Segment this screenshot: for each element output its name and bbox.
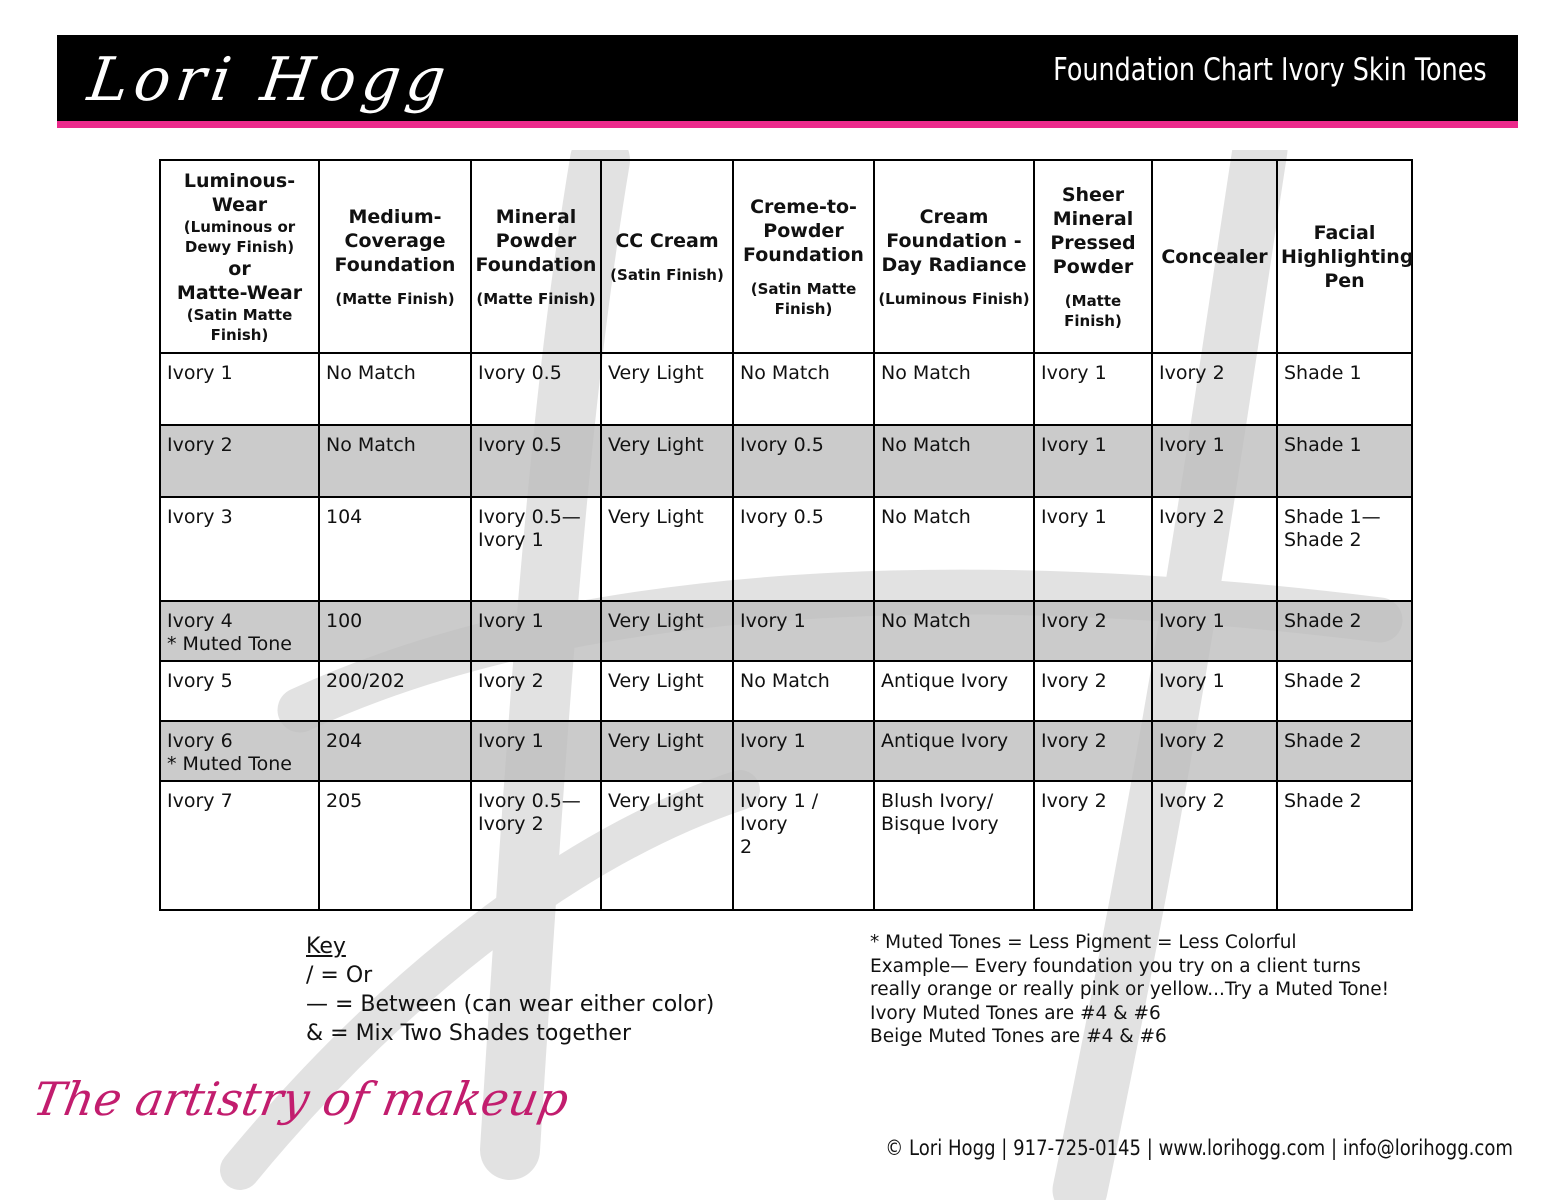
column-title: Creme-to-Powder Foundation: [743, 195, 864, 266]
column-finish: (Luminous Finish): [878, 289, 1030, 308]
column-header: [1152, 160, 1277, 353]
table-cell: Ivory 1: [1034, 353, 1152, 425]
key-title: Key: [306, 934, 346, 959]
table-cell: Ivory 1: [733, 721, 874, 781]
table-cell: 204: [319, 721, 471, 781]
table-cell: Ivory 2: [1034, 601, 1152, 661]
table-cell: Ivory 1 / Ivory 2: [733, 781, 874, 910]
table-cell: Shade 2: [1277, 661, 1412, 721]
table-row: [160, 721, 1412, 781]
table-cell: 104: [319, 497, 471, 601]
table-cell: Shade 2: [1277, 601, 1412, 661]
column-title: Cream Foundation - Day Radiance: [881, 205, 1027, 276]
table-cell: No Match: [874, 497, 1034, 601]
muted-tone-notes: [870, 931, 1389, 1049]
table-cell: Ivory 0.5: [471, 353, 601, 425]
table-cell: Ivory 5: [160, 661, 319, 721]
key-item: — = Between (can wear either color): [306, 992, 715, 1017]
page-title: Foundation Chart Ivory Skin Tones: [1053, 52, 1487, 88]
table-cell: Ivory 2: [1034, 721, 1152, 781]
column-title: Medium-Coverage Foundation: [334, 205, 456, 276]
table-cell: No Match: [319, 425, 471, 497]
table-cell: 200/202: [319, 661, 471, 721]
table-cell: Ivory 2: [1152, 721, 1277, 781]
table-cell: Ivory 2: [1034, 781, 1152, 910]
table-cell: Ivory 1: [1152, 661, 1277, 721]
table-cell: Very Light: [601, 781, 733, 910]
table-cell: Ivory 1: [471, 721, 601, 781]
table-cell: Ivory 1: [471, 601, 601, 661]
column-title: Mineral Powder Foundation: [475, 205, 597, 276]
column-finish: (Satin Matte Finish): [750, 279, 857, 318]
table-cell: Very Light: [601, 721, 733, 781]
table-cell: Antique Ivory: [874, 721, 1034, 781]
table-cell: Ivory 1: [733, 601, 874, 661]
column-header: [471, 160, 601, 353]
table-cell: Ivory 2: [160, 425, 319, 497]
table-cell: Ivory 4 * Muted Tone: [160, 601, 319, 661]
table-cell: Ivory 3: [160, 497, 319, 601]
table-cell: Ivory 2: [471, 661, 601, 721]
brand-logo: Lori Hogg: [83, 45, 456, 115]
column-title: Luminous-Wear: [183, 169, 296, 216]
table-cell: Very Light: [601, 497, 733, 601]
table-cell: Ivory 0.5: [471, 425, 601, 497]
table-cell: Ivory 1: [160, 353, 319, 425]
table-cell: Ivory 0.5: [733, 425, 874, 497]
table-cell: Shade 1: [1277, 425, 1412, 497]
note-line: * Muted Tones = Less Pigment = Less Colorful: [870, 932, 1297, 953]
column-header: [601, 160, 733, 353]
table-cell: Ivory 0.5— Ivory 2: [471, 781, 601, 910]
tagline: The artistry of makeup: [29, 1072, 573, 1126]
table-cell: Shade 2: [1277, 781, 1412, 910]
table-cell: Ivory 2: [1034, 661, 1152, 721]
table-row: [160, 661, 1412, 721]
column-finish: (Satin Finish): [610, 265, 724, 284]
column-finish-alt: (Satin Matte Finish): [186, 305, 293, 344]
column-header: [1277, 160, 1412, 353]
table-cell: No Match: [874, 353, 1034, 425]
column-title: Concealer: [1161, 245, 1268, 268]
table-cell: No Match: [874, 601, 1034, 661]
column-title: Facial Highlighting Pen: [1281, 221, 1414, 292]
table-row: [160, 781, 1412, 910]
column-header: [319, 160, 471, 353]
key-item: / = Or: [306, 963, 373, 988]
table-cell: Shade 1— Shade 2: [1277, 497, 1412, 601]
table-cell: 205: [319, 781, 471, 910]
column-header: [733, 160, 874, 353]
column-header: [160, 160, 319, 353]
table-cell: No Match: [733, 353, 874, 425]
table-cell: No Match: [874, 425, 1034, 497]
column-header: [874, 160, 1034, 353]
footer-contact: © Lori Hogg | 917-725-0145 | www.lorihogg.com | info@lorihogg.com: [885, 1136, 1513, 1160]
table-cell: Shade 2: [1277, 721, 1412, 781]
table-cell: Ivory 1: [1034, 497, 1152, 601]
foundation-chart-table: [159, 159, 1413, 911]
note-line: Beige Muted Tones are #4 & #6: [870, 1026, 1167, 1047]
note-line: really orange or really pink or yellow...Try a Muted Tone!: [870, 979, 1390, 1000]
column-header: [1034, 160, 1152, 353]
table-cell: Blush Ivory/ Bisque Ivory: [874, 781, 1034, 910]
table-row: [160, 497, 1412, 601]
table-cell: No Match: [733, 661, 874, 721]
table-cell: Ivory 0.5: [733, 497, 874, 601]
table-row: [160, 601, 1412, 661]
column-finish: (Matte Finish): [476, 289, 596, 308]
table-cell: Very Light: [601, 601, 733, 661]
table-cell: Very Light: [601, 661, 733, 721]
table-cell: Shade 1: [1277, 353, 1412, 425]
table-cell: Ivory 0.5— Ivory 1: [471, 497, 601, 601]
column-finish: (Luminous or Dewy Finish): [183, 217, 296, 256]
note-line: Example— Every foundation you try on a client turns: [870, 955, 1361, 977]
column-title: CC Cream: [615, 229, 719, 252]
table-cell: Ivory 1: [1152, 425, 1277, 497]
table-cell: Ivory 7: [160, 781, 319, 910]
table-cell: Ivory 6 * Muted Tone: [160, 721, 319, 781]
table-cell: Very Light: [601, 353, 733, 425]
column-title: Sheer Mineral Pressed Powder: [1050, 183, 1136, 278]
column-finish: (Matte Finish): [335, 289, 455, 308]
column-or: or: [228, 257, 251, 280]
table-cell: Ivory 1: [1152, 601, 1277, 661]
column-finish: (Matte Finish): [1064, 291, 1122, 330]
table-cell: No Match: [319, 353, 471, 425]
table-cell: Antique Ivory: [874, 661, 1034, 721]
table-cell: Ivory 1: [1034, 425, 1152, 497]
key-legend: [306, 932, 714, 1048]
table-cell: Very Light: [601, 425, 733, 497]
column-title-alt: Matte-Wear: [176, 281, 303, 304]
table-cell: Ivory 2: [1152, 497, 1277, 601]
table-cell: Ivory 2: [1152, 781, 1277, 910]
note-line: Ivory Muted Tones are #4 & #6: [870, 1002, 1161, 1024]
table-header-row: [160, 160, 1412, 353]
table-row: [160, 353, 1412, 425]
key-item: & = Mix Two Shades together: [306, 1021, 632, 1046]
table-cell: Ivory 2: [1152, 353, 1277, 425]
table-row: [160, 425, 1412, 497]
table-cell: 100: [319, 601, 471, 661]
